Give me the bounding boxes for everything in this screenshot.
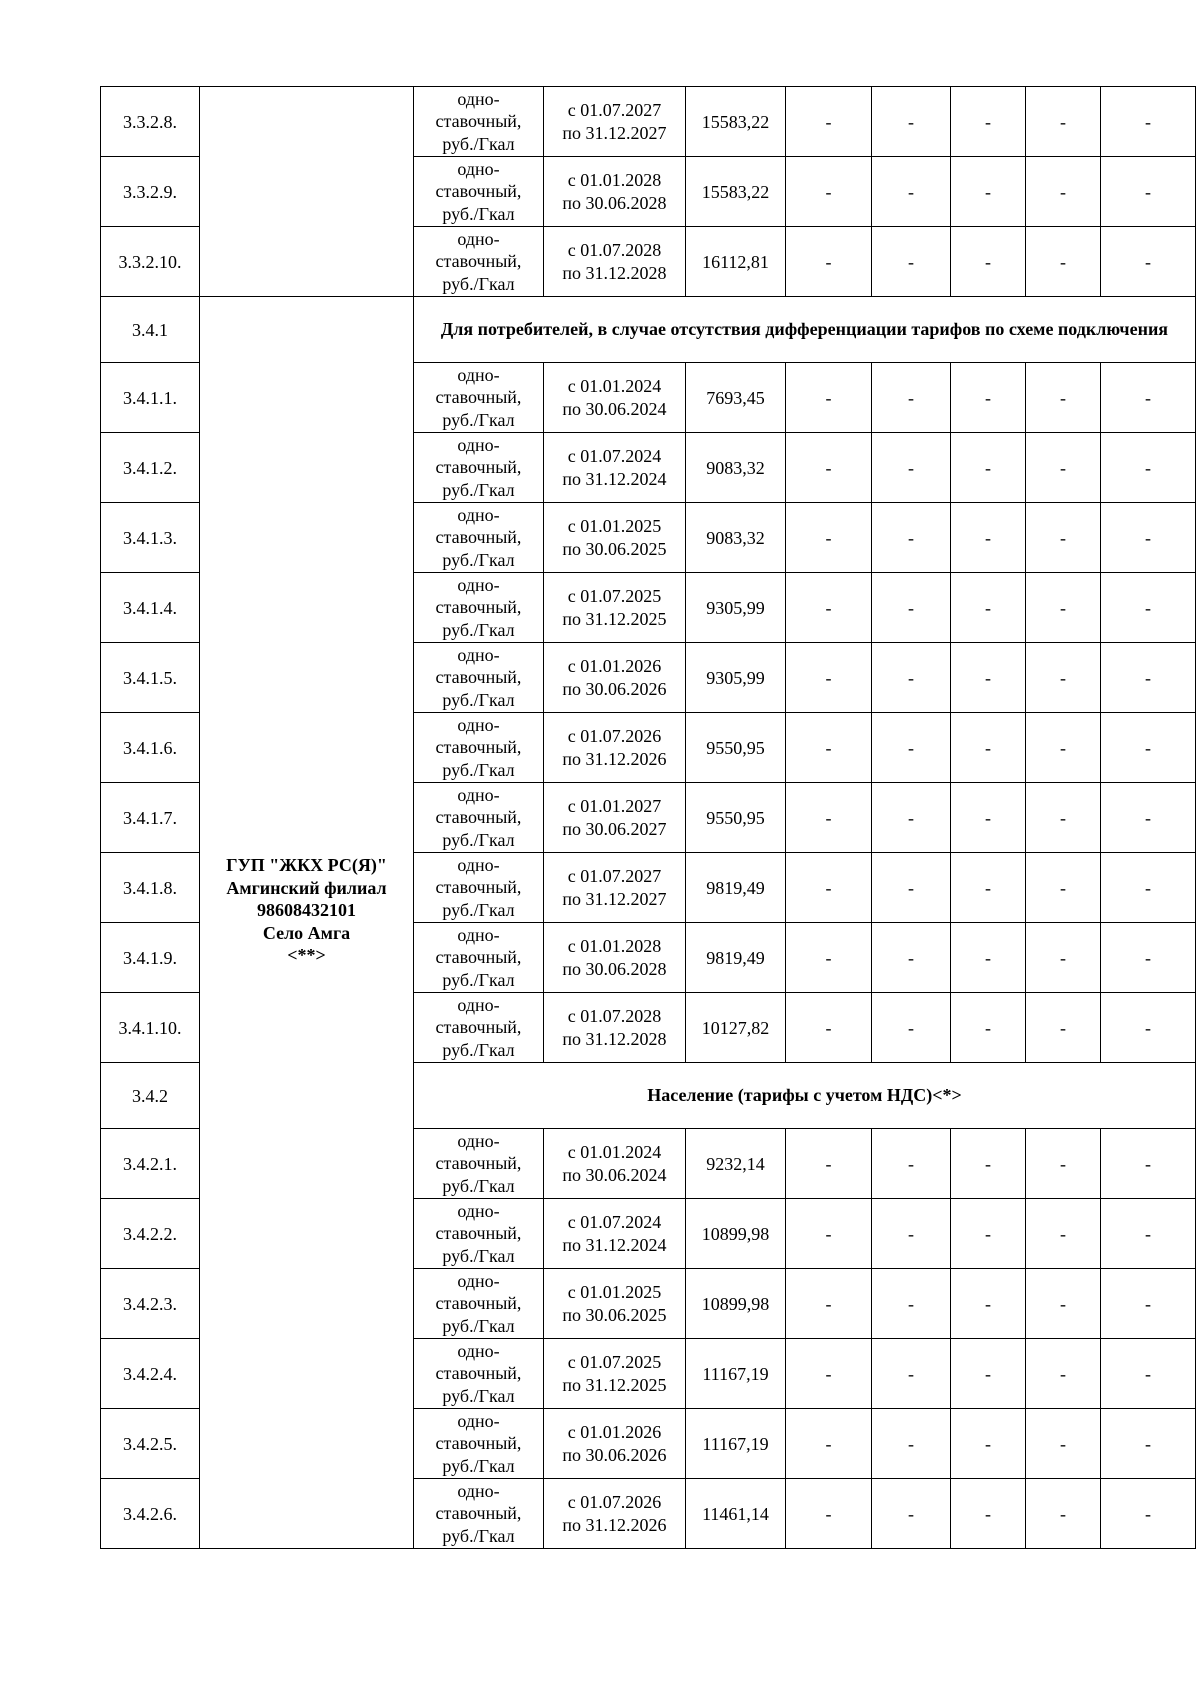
cell-line: ставочный, <box>435 527 522 548</box>
tariff-period <box>544 157 686 227</box>
empty-value-cell: - <box>786 783 872 853</box>
organization-line: 98608432101 <box>257 900 356 920</box>
tariff-period <box>544 1409 686 1479</box>
empty-value-cell: - <box>951 1269 1026 1339</box>
empty-value-cell: - <box>1101 1199 1196 1269</box>
tariff-value: 9232,14 <box>686 1129 786 1199</box>
cell-line: с 01.07.2024 <box>567 445 662 466</box>
empty-value-cell: - <box>951 1339 1026 1409</box>
cell-line: с 01.07.2025 <box>567 585 662 606</box>
organization-cell <box>200 87 414 297</box>
cell-line: ставочный, <box>435 387 522 408</box>
tariff-period <box>544 227 686 297</box>
row-number: 3.4.2.2. <box>101 1199 200 1269</box>
empty-value-cell: - <box>872 923 951 993</box>
empty-value-cell: - <box>1101 157 1196 227</box>
cell-line: ставочный, <box>435 597 522 618</box>
empty-value-cell: - <box>1101 363 1196 433</box>
section-title: Население (тарифы с учетом НДС)<*> <box>414 1063 1196 1129</box>
empty-value-cell: - <box>1026 1129 1101 1199</box>
cell-line: одно- <box>457 364 500 385</box>
tariff-value: 15583,22 <box>686 87 786 157</box>
empty-value-cell: - <box>872 783 951 853</box>
cell-line: одно- <box>457 924 500 945</box>
tariff-type <box>414 1199 544 1269</box>
table-row <box>101 87 1196 157</box>
section-header-row <box>101 297 1196 363</box>
empty-value-cell: - <box>872 853 951 923</box>
empty-value-cell: - <box>1026 643 1101 713</box>
tariff-period <box>544 363 686 433</box>
empty-value-cell: - <box>786 573 872 643</box>
cell-line: с 01.01.2028 <box>567 935 662 956</box>
tariff-type <box>414 157 544 227</box>
cell-line: одно- <box>457 784 500 805</box>
cell-line: с 01.07.2024 <box>567 1211 662 1232</box>
empty-value-cell: - <box>1026 713 1101 783</box>
empty-value-cell: - <box>786 363 872 433</box>
cell-line: руб./Гкал <box>442 479 515 500</box>
cell-line: руб./Гкал <box>442 1315 515 1336</box>
cell-line: ставочный, <box>435 1433 522 1454</box>
empty-value-cell: - <box>951 87 1026 157</box>
tariff-type <box>414 433 544 503</box>
empty-value-cell: - <box>786 87 872 157</box>
empty-value-cell: - <box>872 1409 951 1479</box>
empty-value-cell: - <box>951 157 1026 227</box>
cell-line: с 01.01.2025 <box>567 515 662 536</box>
row-number: 3.4.2.1. <box>101 1129 200 1199</box>
tariff-period <box>544 923 686 993</box>
empty-value-cell: - <box>1026 573 1101 643</box>
cell-line: по 30.06.2026 <box>562 678 667 699</box>
cell-line: руб./Гкал <box>442 273 515 294</box>
tariff-type <box>414 853 544 923</box>
tariff-type <box>414 1269 544 1339</box>
cell-line: ставочный, <box>435 877 522 898</box>
empty-value-cell: - <box>951 1129 1026 1199</box>
cell-line: руб./Гкал <box>442 203 515 224</box>
empty-value-cell: - <box>1026 993 1101 1063</box>
empty-value-cell: - <box>1101 87 1196 157</box>
row-number: 3.4.1.7. <box>101 783 200 853</box>
cell-line: руб./Гкал <box>442 1525 515 1546</box>
empty-value-cell: - <box>872 1479 951 1549</box>
cell-line: одно- <box>457 228 500 249</box>
cell-line: ставочный, <box>435 1363 522 1384</box>
row-number: 3.4.2.4. <box>101 1339 200 1409</box>
tariff-value: 9083,32 <box>686 503 786 573</box>
cell-line: ставочный, <box>435 1503 522 1524</box>
empty-value-cell: - <box>951 1199 1026 1269</box>
cell-line: с 01.07.2026 <box>567 725 662 746</box>
empty-value-cell: - <box>1101 643 1196 713</box>
tariff-value: 9819,49 <box>686 923 786 993</box>
row-number: 3.4.1.5. <box>101 643 200 713</box>
tariff-value: 11167,19 <box>686 1409 786 1479</box>
empty-value-cell: - <box>1026 1339 1101 1409</box>
cell-line: по 31.12.2027 <box>562 888 667 909</box>
empty-value-cell: - <box>1026 853 1101 923</box>
organization-line: Амгинский филиал <box>226 877 387 898</box>
tariff-type <box>414 573 544 643</box>
cell-line: одно- <box>457 1340 500 1361</box>
cell-line: ставочный, <box>435 1017 522 1038</box>
cell-line: с 01.01.2026 <box>567 655 662 676</box>
cell-line: с 01.01.2024 <box>567 1141 662 1162</box>
empty-value-cell: - <box>872 643 951 713</box>
empty-value-cell: - <box>872 157 951 227</box>
row-number: 3.4.1.4. <box>101 573 200 643</box>
cell-line: руб./Гкал <box>442 1175 515 1196</box>
empty-value-cell: - <box>786 1479 872 1549</box>
tariff-type <box>414 1339 544 1409</box>
empty-value-cell: - <box>786 993 872 1063</box>
tariff-type <box>414 1129 544 1199</box>
cell-line: ставочный, <box>435 947 522 968</box>
empty-value-cell: - <box>951 993 1026 1063</box>
empty-value-cell: - <box>786 503 872 573</box>
tariff-period <box>544 853 686 923</box>
empty-value-cell: - <box>786 433 872 503</box>
row-number: 3.4.2.5. <box>101 1409 200 1479</box>
tariff-value: 9305,99 <box>686 643 786 713</box>
table-body <box>101 87 1196 1549</box>
cell-line: по 30.06.2024 <box>562 398 667 419</box>
cell-line: ставочный, <box>435 1153 522 1174</box>
tariff-type <box>414 923 544 993</box>
empty-value-cell: - <box>1101 853 1196 923</box>
tariff-value: 10899,98 <box>686 1199 786 1269</box>
empty-value-cell: - <box>786 713 872 783</box>
empty-value-cell: - <box>1101 1479 1196 1549</box>
cell-line: с 01.07.2025 <box>567 1351 662 1372</box>
tariff-type <box>414 783 544 853</box>
empty-value-cell: - <box>1026 1269 1101 1339</box>
tariff-type <box>414 993 544 1063</box>
organization-line: <**> <box>287 945 326 965</box>
cell-line: с 01.07.2028 <box>567 1005 662 1026</box>
cell-line: руб./Гкал <box>442 549 515 570</box>
cell-line: с 01.01.2027 <box>567 795 662 816</box>
empty-value-cell: - <box>951 643 1026 713</box>
empty-value-cell: - <box>786 157 872 227</box>
empty-value-cell: - <box>786 1129 872 1199</box>
empty-value-cell: - <box>872 1269 951 1339</box>
empty-value-cell: - <box>1101 713 1196 783</box>
cell-line: с 01.01.2025 <box>567 1281 662 1302</box>
tariff-value: 11461,14 <box>686 1479 786 1549</box>
cell-line: руб./Гкал <box>442 1455 515 1476</box>
tariff-value: 7693,45 <box>686 363 786 433</box>
empty-value-cell: - <box>786 923 872 993</box>
cell-line: ставочный, <box>435 737 522 758</box>
cell-line: одно- <box>457 1200 500 1221</box>
cell-line: руб./Гкал <box>442 689 515 710</box>
cell-line: одно- <box>457 434 500 455</box>
tariff-period <box>544 783 686 853</box>
tariff-value: 9550,95 <box>686 783 786 853</box>
cell-line: одно- <box>457 88 500 109</box>
cell-line: одно- <box>457 1410 500 1431</box>
cell-line: одно- <box>457 1480 500 1501</box>
organization-cell <box>200 297 414 1549</box>
tariff-type <box>414 1479 544 1549</box>
row-number: 3.3.2.9. <box>101 157 200 227</box>
cell-line: одно- <box>457 504 500 525</box>
cell-line: ставочный, <box>435 1223 522 1244</box>
empty-value-cell: - <box>786 1339 872 1409</box>
cell-line: по 30.06.2025 <box>562 538 667 559</box>
cell-line: руб./Гкал <box>442 969 515 990</box>
empty-value-cell: - <box>951 363 1026 433</box>
tariff-table <box>100 86 1196 1549</box>
empty-value-cell: - <box>951 1479 1026 1549</box>
cell-line: руб./Гкал <box>442 1245 515 1266</box>
row-number: 3.4.1.2. <box>101 433 200 503</box>
tariff-type <box>414 643 544 713</box>
empty-value-cell: - <box>1026 1479 1101 1549</box>
empty-value-cell: - <box>1026 1199 1101 1269</box>
row-number: 3.4.1.10. <box>101 993 200 1063</box>
section-title: Для потребителей, в случае отсутствия дифференциации тарифов по схеме подключения <box>414 297 1196 363</box>
row-number: 3.4.1.3. <box>101 503 200 573</box>
tariff-value: 11167,19 <box>686 1339 786 1409</box>
empty-value-cell: - <box>872 1129 951 1199</box>
cell-line: ставочный, <box>435 1293 522 1314</box>
tariff-type <box>414 227 544 297</box>
empty-value-cell: - <box>951 433 1026 503</box>
cell-line: по 31.12.2024 <box>562 468 667 489</box>
cell-line: по 30.06.2027 <box>562 818 667 839</box>
tariff-type <box>414 503 544 573</box>
tariff-period <box>544 1199 686 1269</box>
empty-value-cell: - <box>786 227 872 297</box>
empty-value-cell: - <box>1101 783 1196 853</box>
tariff-value: 15583,22 <box>686 157 786 227</box>
cell-line: одно- <box>457 644 500 665</box>
empty-value-cell: - <box>951 783 1026 853</box>
organization-name <box>202 854 411 967</box>
tariff-type <box>414 713 544 783</box>
empty-value-cell: - <box>872 713 951 783</box>
empty-value-cell: - <box>872 87 951 157</box>
cell-line: ставочный, <box>435 181 522 202</box>
empty-value-cell: - <box>951 503 1026 573</box>
cell-line: с 01.07.2026 <box>567 1491 662 1512</box>
cell-line: одно- <box>457 854 500 875</box>
cell-line: одно- <box>457 1130 500 1151</box>
row-number: 3.4.2.6. <box>101 1479 200 1549</box>
empty-value-cell: - <box>872 227 951 297</box>
tariff-value: 9305,99 <box>686 573 786 643</box>
tariff-period <box>544 1479 686 1549</box>
cell-line: по 31.12.2025 <box>562 1374 667 1395</box>
cell-line: ставочный, <box>435 251 522 272</box>
cell-line: с 01.01.2024 <box>567 375 662 396</box>
cell-line: ставочный, <box>435 111 522 132</box>
cell-line: одно- <box>457 1270 500 1291</box>
empty-value-cell: - <box>1101 993 1196 1063</box>
empty-value-cell: - <box>786 1409 872 1479</box>
empty-value-cell: - <box>872 1339 951 1409</box>
row-number: 3.3.2.10. <box>101 227 200 297</box>
cell-line: руб./Гкал <box>442 409 515 430</box>
empty-value-cell: - <box>1101 433 1196 503</box>
empty-value-cell: - <box>1101 227 1196 297</box>
tariff-period <box>544 503 686 573</box>
cell-line: руб./Гкал <box>442 829 515 850</box>
empty-value-cell: - <box>1026 157 1101 227</box>
cell-line: ставочный, <box>435 807 522 828</box>
cell-line: по 30.06.2028 <box>562 958 667 979</box>
cell-line: руб./Гкал <box>442 619 515 640</box>
tariff-period <box>544 713 686 783</box>
row-number: 3.4.1.9. <box>101 923 200 993</box>
row-number: 3.3.2.8. <box>101 87 200 157</box>
organization-line: Село Амга <box>262 922 351 943</box>
cell-line: по 30.06.2024 <box>562 1164 667 1185</box>
tariff-type <box>414 363 544 433</box>
empty-value-cell: - <box>951 923 1026 993</box>
organization-line: ГУП "ЖКХ РС(Я)" <box>226 855 387 875</box>
cell-line: по 30.06.2028 <box>562 192 667 213</box>
empty-value-cell: - <box>872 503 951 573</box>
cell-line: одно- <box>457 714 500 735</box>
empty-value-cell: - <box>1101 923 1196 993</box>
empty-value-cell: - <box>951 853 1026 923</box>
cell-line: по 31.12.2024 <box>562 1234 667 1255</box>
empty-value-cell: - <box>1026 503 1101 573</box>
tariff-value: 10899,98 <box>686 1269 786 1339</box>
empty-value-cell: - <box>1101 1339 1196 1409</box>
cell-line: по 31.12.2027 <box>562 122 667 143</box>
tariff-value: 9550,95 <box>686 713 786 783</box>
tariff-value: 16112,81 <box>686 227 786 297</box>
tariff-value: 9819,49 <box>686 853 786 923</box>
tariff-period <box>544 1339 686 1409</box>
tariff-type <box>414 87 544 157</box>
cell-line: руб./Гкал <box>442 1039 515 1060</box>
cell-line: по 31.12.2026 <box>562 1514 667 1535</box>
section-number: 3.4.2 <box>101 1063 200 1129</box>
cell-line: одно- <box>457 994 500 1015</box>
empty-value-cell: - <box>786 643 872 713</box>
cell-line: с 01.07.2028 <box>567 239 662 260</box>
cell-line: руб./Гкал <box>442 133 515 154</box>
tariff-period <box>544 643 686 713</box>
section-number: 3.4.1 <box>101 297 200 363</box>
cell-line: с 01.07.2027 <box>567 99 662 120</box>
tariff-period <box>544 87 686 157</box>
empty-value-cell: - <box>1101 573 1196 643</box>
tariff-period <box>544 433 686 503</box>
tariff-value: 9083,32 <box>686 433 786 503</box>
empty-value-cell: - <box>1026 1409 1101 1479</box>
cell-line: по 30.06.2026 <box>562 1444 667 1465</box>
cell-line: руб./Гкал <box>442 1385 515 1406</box>
empty-value-cell: - <box>1101 1409 1196 1479</box>
cell-line: с 01.01.2026 <box>567 1421 662 1442</box>
cell-line: одно- <box>457 158 500 179</box>
cell-line: по 31.12.2028 <box>562 1028 667 1049</box>
cell-line: ставочный, <box>435 667 522 688</box>
tariff-period <box>544 993 686 1063</box>
empty-value-cell: - <box>786 853 872 923</box>
empty-value-cell: - <box>951 1409 1026 1479</box>
tariff-period <box>544 573 686 643</box>
cell-line: по 30.06.2025 <box>562 1304 667 1325</box>
cell-line: одно- <box>457 574 500 595</box>
row-number: 3.4.1.6. <box>101 713 200 783</box>
empty-value-cell: - <box>872 363 951 433</box>
empty-value-cell: - <box>1101 503 1196 573</box>
tariff-value: 10127,82 <box>686 993 786 1063</box>
row-number: 3.4.1.8. <box>101 853 200 923</box>
empty-value-cell: - <box>1026 433 1101 503</box>
empty-value-cell: - <box>786 1269 872 1339</box>
cell-line: с 01.01.2028 <box>567 169 662 190</box>
empty-value-cell: - <box>786 1199 872 1269</box>
row-number: 3.4.1.1. <box>101 363 200 433</box>
empty-value-cell: - <box>1026 87 1101 157</box>
empty-value-cell: - <box>1101 1269 1196 1339</box>
empty-value-cell: - <box>1026 783 1101 853</box>
empty-value-cell: - <box>1101 1129 1196 1199</box>
row-number: 3.4.2.3. <box>101 1269 200 1339</box>
empty-value-cell: - <box>872 573 951 643</box>
empty-value-cell: - <box>951 573 1026 643</box>
cell-line: ставочный, <box>435 457 522 478</box>
cell-line: по 31.12.2028 <box>562 262 667 283</box>
empty-value-cell: - <box>872 1199 951 1269</box>
empty-value-cell: - <box>951 227 1026 297</box>
empty-value-cell: - <box>1026 923 1101 993</box>
cell-line: руб./Гкал <box>442 759 515 780</box>
tariff-type <box>414 1409 544 1479</box>
empty-value-cell: - <box>1026 363 1101 433</box>
cell-line: руб./Гкал <box>442 899 515 920</box>
empty-value-cell: - <box>1026 227 1101 297</box>
empty-value-cell: - <box>951 713 1026 783</box>
tariff-period <box>544 1129 686 1199</box>
empty-value-cell: - <box>872 433 951 503</box>
cell-line: по 31.12.2026 <box>562 748 667 769</box>
cell-line: по 31.12.2025 <box>562 608 667 629</box>
tariff-period <box>544 1269 686 1339</box>
empty-value-cell: - <box>872 993 951 1063</box>
cell-line: с 01.07.2027 <box>567 865 662 886</box>
